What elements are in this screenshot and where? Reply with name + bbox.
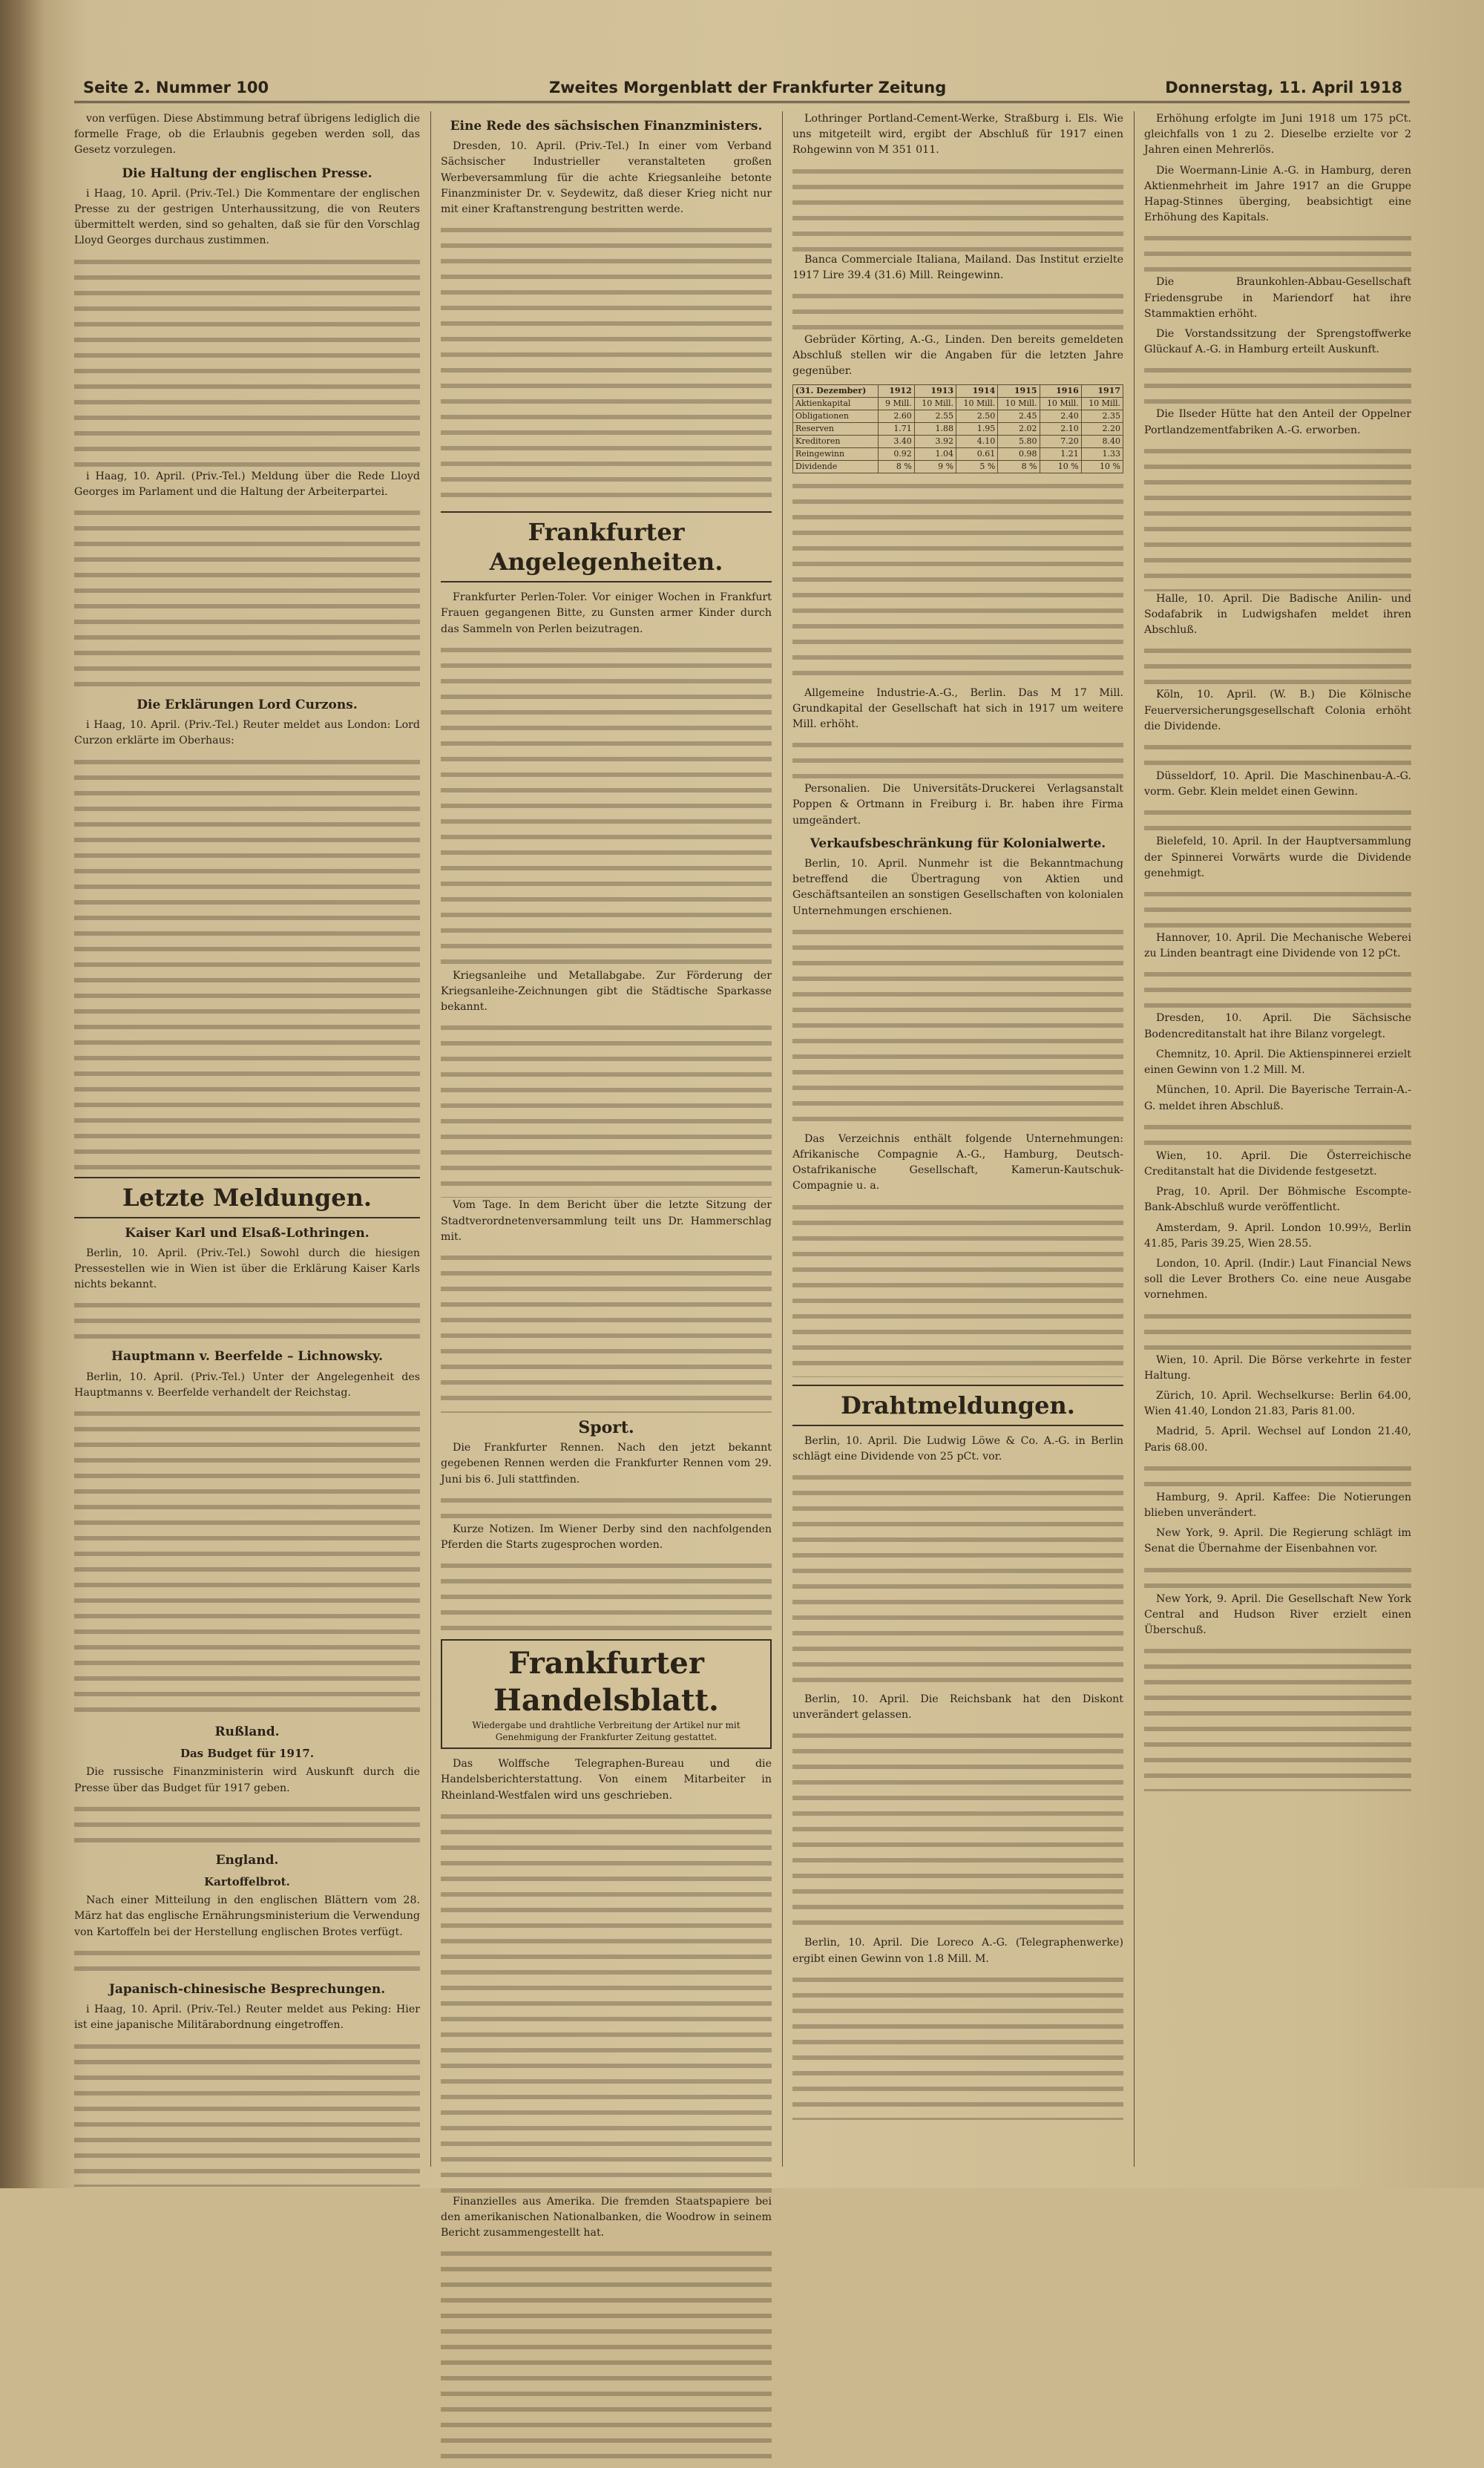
table-cell: 9 Mill. (879, 397, 914, 410)
table-row (793, 460, 1123, 473)
body-text-block (74, 1945, 420, 1975)
table-cell: 9 % (914, 460, 956, 473)
article-paragraph: New York, 9. April. Die Regierung schlägt im Senat die Übernahme der Eisenbahnen vor. (1144, 1527, 1411, 1555)
table-cell: 10 % (1081, 460, 1123, 473)
heading-kaiser-karl: Kaiser Karl und Elsaß-Lothringen. (125, 1225, 370, 1241)
column-rule (782, 111, 783, 2167)
table-cell: Obligationen (793, 410, 879, 422)
table-cell: 0.92 (879, 447, 914, 460)
column-4 (1144, 111, 1411, 2167)
body-text-block (74, 1405, 420, 1717)
article-paragraph: Kurze Notizen. Im Wiener Derby sind den nachfolgenden Pferden die Starts zugesprochen worden. (441, 1523, 772, 1552)
article-paragraph: Die Ilseder Hütte hat den Anteil der Oppelner Portlandzementfabriken A.-G. erworben. (1144, 408, 1411, 436)
body-text-block (74, 1297, 420, 1342)
article-paragraph: Berlin, 10. April. Die Loreco A.-G. (Telegraphenwerke) ergibt einen Gewinn von 1.8 Mill. M. (792, 1937, 1123, 1965)
article-paragraph: Das Wolffsche Telegraphen-Bureau und die Handelsberichterstattung. Von einem Mitarbeiter in Rheinland-Westfalen wird uns geschrieben. (441, 1758, 772, 1802)
table-cell: 8.40 (1081, 435, 1123, 447)
heading-wire-reports: Drahtmeldungen. (792, 1385, 1123, 1426)
table-cell: 2.35 (1081, 410, 1123, 422)
body-text-block (1144, 643, 1411, 687)
body-text-block (1144, 443, 1411, 591)
heading-english-press: Die Haltung der englischen Presse. (122, 165, 372, 181)
body-text-block (1144, 230, 1411, 275)
article-paragraph: Gebrüder Körting, A.-G., Linden. Den bereits gemeldeten Abschluß stellen wir die Angaben für die letzten Jahre gegenüber. (792, 334, 1123, 378)
table-cell: 0.98 (998, 447, 1040, 460)
article-paragraph: Köln, 10. April. (W. B.) Die Kölnische Feuerversicherungsgesellschaft Colonia erhöht die Dividende. (1144, 689, 1411, 732)
article-paragraph: Amsterdam, 9. April. London 10.99½, Berlin 41.85, Paris 39.25, Wien 28.55. (1144, 1221, 1411, 1250)
body-text-block (441, 642, 772, 968)
article-paragraph: Bielefeld, 10. April. In der Hauptversammlung der Spinnerei Vorwärts wurde die Dividende genehmigt. (1144, 836, 1411, 879)
heading-colonial-values: Verkaufsbeschränkung für Kolonialwerte. (810, 836, 1106, 851)
article-paragraph: Lothringer Portland-Cement-Werke, Straßburg i. Els. Wie uns mitgeteilt wird, ergibt der Abschluß für 1917 einen Rohgewinn von M 351 011. (792, 113, 1123, 157)
article-paragraph: Die Frankfurter Rennen. Nach den jetzt bekannt gegebenen Rennen werden die Frankfurter Rennen vom 29. Juni bis 6. Juli stattfinden. (441, 1442, 772, 1486)
article-paragraph: Dresden, 10. April. Die Sächsische Bodencreditanstalt hat ihre Bilanz vorgelegt. (1144, 1012, 1411, 1040)
article-paragraph: Berlin, 10. April. (Priv.-Tel.) Unter der Angelegenheit des Hauptmanns v. Beerfelde verhandelt der Reichstag. (74, 1371, 420, 1399)
article-paragraph: Halle, 10. April. Die Badische Anilin- und Sodafabrik in Ludwigshafen meldet ihren Abschluß. (1144, 592, 1411, 637)
table-cell: 4.10 (956, 435, 998, 447)
table-header-cell: 1917 (1081, 384, 1123, 397)
table-cell: 10 Mill. (1040, 397, 1081, 410)
article-paragraph: London, 10. April. (Indir.) Laut Financial News soll die Lever Brothers Co. eine neue Ausgabe vornehmen. (1144, 1257, 1411, 1302)
article-paragraph: i Haag, 10. April. (Priv.-Tel.) Meldung über die Rede Lloyd Georges im Parlament und die Haltung der Arbeiterpartei. (74, 470, 420, 498)
heading-russia: Rußland. (214, 1724, 280, 1740)
table-cell: 1.71 (879, 422, 914, 435)
body-text-block (441, 1492, 772, 1522)
body-text-block (1144, 1119, 1411, 1149)
body-text-block (792, 1727, 1123, 1935)
table-row (793, 435, 1123, 447)
table-cell: Reingewinn (793, 447, 879, 460)
table-cell: 1.95 (956, 422, 998, 435)
body-text-block (1144, 362, 1411, 407)
table-cell: 1.04 (914, 447, 956, 460)
table-cell: 2.60 (879, 410, 914, 422)
table-cell: 1.21 (1040, 447, 1081, 460)
body-text-block (792, 163, 1123, 252)
table-cell: Kreditoren (793, 435, 879, 447)
body-text-block (1144, 886, 1411, 931)
table-cell: 10 Mill. (956, 397, 998, 410)
table-row (793, 447, 1123, 460)
table-cell: 10 Mill. (1081, 397, 1123, 410)
table-header-cell: 1914 (956, 384, 998, 397)
body-text-block (74, 505, 420, 690)
body-text-block (74, 754, 420, 1169)
body-text-block (792, 1469, 1123, 1692)
table-header-cell: 1916 (1040, 384, 1081, 397)
body-text-block (441, 2245, 772, 2468)
article-paragraph: Vom Tage. In dem Bericht über die letzte Sitzung der Stadtverordnetenversammlung teilt uns Dr. Hammerschlag mit. (441, 1199, 772, 1243)
table-row (793, 410, 1123, 422)
article-paragraph: Die Woermann-Linie A.-G. in Hamburg, deren Aktienmehrheit im Jahre 1917 an die Gruppe Hapag-Stinnes überging, beabsichtigt eine Erhöhung des Kapitals. (1144, 164, 1411, 224)
body-text-block (792, 737, 1123, 781)
masthead (74, 74, 1410, 103)
body-text-block (441, 1020, 772, 1198)
table-cell: 7.20 (1040, 435, 1081, 447)
table-cell: 0.61 (956, 447, 998, 460)
page-number: Seite 2. Nummer 100 (83, 79, 269, 96)
body-text-block (74, 254, 420, 469)
body-text-block (1144, 1308, 1411, 1353)
table-cell: 3.92 (914, 435, 956, 447)
financial-table (792, 384, 1123, 473)
article-paragraph: Banca Commerciale Italiana, Mailand. Das Institut erzielte 1917 Lire 39.4 (31.6) Mill. Reingewinn. (792, 253, 1123, 281)
table-cell: 1.33 (1081, 447, 1123, 460)
heading-saxon-finance: Eine Rede des sächsischen Finanzministers. (450, 119, 763, 134)
heading-frankfurt-affairs: Frankfurter Angelegenheiten. (441, 511, 772, 582)
article-paragraph: Erhöhung erfolgte im Juni 1918 um 175 pCt. gleichfalls von 1 zu 2. Dieselbe erzielte vor 2 Jahren einen Mehrerlös. (1144, 113, 1411, 157)
heading-budget: Das Budget für 1917. (180, 1747, 315, 1761)
body-text-block (1144, 1460, 1411, 1490)
table-cell: 3.40 (879, 435, 914, 447)
column-2 (441, 111, 772, 2239)
article-paragraph: Finanzielles aus Amerika. Die fremden Staatspapiere bei den amerikanischen Nationalbanken, die Woodrow in seinem Bericht zusammengestellt hat. (441, 2195, 772, 2239)
article-paragraph: Nach einer Mitteilung in den englischen Blättern vom 28. März hat das englische Ernährungsministerium die Verwendung von Kartoffeln bei der Herstellung englischen Brotes verfügt. (74, 1894, 420, 1938)
table-cell: 10 % (1040, 460, 1081, 473)
article-paragraph: Hannover, 10. April. Die Mechanische Weberei zu Linden beantragt eine Dividende von 12 pCt. (1144, 932, 1411, 960)
body-text-block (792, 1972, 1123, 2120)
table-header-cell: 1912 (879, 384, 914, 397)
heading-beerfelde: Hauptmann v. Beerfelde – Lichnowsky. (111, 1349, 384, 1365)
body-text-block (1144, 966, 1411, 1011)
body-text-block (792, 288, 1123, 332)
table-cell: 2.40 (1040, 410, 1081, 422)
table-cell: 2.02 (998, 422, 1040, 435)
article-paragraph: i Haag, 10. April. (Priv.-Tel.) Die Kommentare der englischen Presse zu der gestrigen Unterhaussitzung, die von Reuters übermittelt werden, sind so gehalten, daß sie für den Vorschlag Lloyd Georges durchaus zustimmen. (74, 187, 420, 247)
article-paragraph: Düsseldorf, 10. April. Die Maschinenbau-A.-G. vorm. Gebr. Klein meldet einen Gewinn. (1144, 770, 1411, 798)
article-paragraph: Personalien. Die Universitäts-Druckerei Verlagsanstalt Poppen & Ortmann in Freiburg i. Br. haben ihre Firma umgeändert. (792, 783, 1123, 827)
intro-paragraph: von verfügen. Diese Abstimmung betraf übrigens lediglich die formelle Frage, ob die Erlaubnis gegeben werden soll, das Gesetz vorzulegen. (74, 113, 420, 157)
table-cell: 2.55 (914, 410, 956, 422)
article-paragraph: Berlin, 10. April. Die Ludwig Löwe & Co. A.-G. in Berlin schlägt eine Dividende von 25 pCt. vor. (792, 1434, 1123, 1463)
table-cell: 2.50 (956, 410, 998, 422)
article-paragraph: Chemnitz, 10. April. Die Aktienspinnerei erzielt einen Gewinn von 1.2 Mill. M. (1144, 1048, 1411, 1077)
body-text-block (1144, 1562, 1411, 1592)
table-cell: 10 Mill. (914, 397, 956, 410)
article-paragraph: Das Verzeichnis enthält folgende Unternehmungen: Afrikanische Compagnie A.-G., Hamburg, Deutsch-Ostafrikanische Gesellschaft, Kamerun-Kautschuk-Compagnie u. a. (792, 1132, 1123, 1192)
body-text-block (1144, 1643, 1411, 1791)
handelsblatt-box (441, 1639, 772, 1749)
table-cell: Dividende (793, 460, 879, 473)
article-paragraph: Prag, 10. April. Der Böhmische Escompte-Bank-Abschluß wurde veröffentlicht. (1144, 1186, 1411, 1214)
article-paragraph: i Haag, 10. April. (Priv.-Tel.) Reuter meldet aus Peking: Hier ist eine japanische Militärabordnung eingetroffen. (74, 2003, 420, 2032)
article-paragraph: Kriegsanleihe und Metallabgabe. Zur Förderung der Kriegsanleihe-Zeichnungen gibt die Städtische Sparkasse bekannt. (441, 969, 772, 1014)
table-cell: 8 % (998, 460, 1040, 473)
table-header-row (793, 384, 1123, 397)
table-cell: 2.45 (998, 410, 1040, 422)
article-paragraph: Zürich, 10. April. Wechselkurse: Berlin 64.00, Wien 41.40, London 21.83, Paris 81.00. (1144, 1389, 1411, 1418)
article-paragraph: Madrid, 5. April. Wechsel auf London 21.40, Paris 68.00. (1144, 1425, 1411, 1454)
handelsblatt-title: Frankfurter Handelsblatt. (493, 1646, 719, 1719)
body-text-block (74, 1801, 420, 1845)
article-paragraph: New York, 9. April. Die Gesellschaft New York Central and Hudson River erzielt einen Überschuß. (1144, 1592, 1411, 1636)
table-cell: Aktienkapital (793, 397, 879, 410)
body-text-block (441, 1558, 772, 1632)
body-text-block (1144, 739, 1411, 769)
body-text-block (792, 924, 1123, 1132)
table-header-cell: 1915 (998, 384, 1040, 397)
column-rule (430, 111, 431, 2167)
body-text-block (1144, 804, 1411, 834)
body-text-block (441, 222, 772, 504)
article-paragraph: Berlin, 10. April. Nunmehr ist die Bekanntmachung betreffend die Übertragung von Aktien und Geschäftsanteilen an sonstigen Gesellschaften von kolonialen Unternehmungen erschienen. (792, 858, 1123, 917)
article-paragraph: Allgemeine Industrie-A.-G., Berlin. Das M 17 Mill. Grundkapital der Gesellschaft hat sich in 1917 um weitere Mill. erhöht. (792, 686, 1123, 731)
table-cell: 1.88 (914, 422, 956, 435)
body-text-block (74, 2038, 420, 2187)
article-paragraph: Frankfurter Perlen-Toler. Vor einiger Wochen in Frankfurt Frauen gegangenen Bitte, zu Gunsten armer Kinder durch das Sammeln von Perlen beizutragen. (441, 591, 772, 635)
table-cell: 8 % (879, 460, 914, 473)
table-cell: Reserven (793, 422, 879, 435)
table-row (793, 422, 1123, 435)
article-paragraph: Berlin, 10. April. Die Reichsbank hat den Diskont unverändert gelassen. (792, 1693, 1123, 1722)
heading-sport: Sport. (578, 1418, 634, 1438)
article-paragraph: Hamburg, 9. April. Kaffee: Die Notierungen blieben unverändert. (1144, 1491, 1411, 1519)
body-text-block (441, 1808, 772, 2194)
heading-latest-news: Letzte Meldungen. (74, 1177, 420, 1218)
article-paragraph: Berlin, 10. April. (Priv.-Tel.) Sowohl durch die hiesigen Pressestellen wie in Wien ist über die Erklärung Kaiser Karls nichts bekannt. (74, 1247, 420, 1291)
article-paragraph: Die Braunkohlen-Abbau-Gesellschaft Friedensgrube in Mariendorf hat ihre Stammaktien erhöht. (1144, 276, 1411, 320)
article-paragraph: München, 10. April. Die Bayerische Terrain-A.-G. meldet ihren Abschluß. (1144, 1084, 1411, 1112)
newspaper-title: Zweites Morgenblatt der Frankfurter Zeitung (549, 79, 947, 96)
column-1 (74, 111, 420, 2167)
table-cell: 5 % (956, 460, 998, 473)
issue-date: Donnerstag, 11. April 1918 (1165, 79, 1402, 96)
table-cell: 5.80 (998, 435, 1040, 447)
table-cell: 10 Mill. (998, 397, 1040, 410)
article-paragraph: Die russische Finanzministerin wird Auskunft durch die Presse über das Budget für 1917 geben. (74, 1766, 420, 1794)
column-3 (792, 111, 1123, 2167)
column-rule (1134, 111, 1135, 2167)
body-text-block (792, 1199, 1123, 1377)
table-cell: 2.20 (1081, 422, 1123, 435)
table-row (793, 397, 1123, 410)
article-paragraph: Die Vorstandssitzung der Sprengstoffwerke Glückauf A.-G. in Hamburg erteilt Auskunft. (1144, 328, 1411, 356)
table-cell: 2.10 (1040, 422, 1081, 435)
heading-england: England. (215, 1852, 279, 1868)
article-paragraph: Wien, 10. April. Die Österreichische Creditanstalt hat die Dividende festgesetzt. (1144, 1149, 1411, 1178)
handelsblatt-notice: Wiedergabe und drahtliche Verbreitung der Artikel nur mit Genehmigung der Frankfurter Zeitung gestattet. (472, 1720, 741, 1743)
article-paragraph: Dresden, 10. April. (Priv.-Tel.) In einer vom Verband Sächsischer Industrieller veranstalteten großen Werbeversammlung für die achte Kriegsanleihe betonte Finanzminister Dr. v. Seydewitz, daß dieser Krieg nicht nur mit einer Kraftanstrengung bestritten werde. (441, 140, 772, 216)
body-text-block (792, 478, 1123, 686)
article-paragraph: Wien, 10. April. Die Börse verkehrte in fester Haltung. (1144, 1353, 1411, 1382)
heading-japan-china: Japanisch-chinesische Besprechungen. (108, 1981, 386, 1997)
heading-potato-bread: Kartoffelbrot. (204, 1875, 290, 1889)
body-text-block (441, 1250, 772, 1413)
table-header-cell: 1913 (914, 384, 956, 397)
article-paragraph: i Haag, 10. April. (Priv.-Tel.) Reuter meldet aus London: Lord Curzon erklärte im Oberhaus: (74, 719, 420, 747)
heading-curzon: Die Erklärungen Lord Curzons. (137, 698, 358, 713)
table-header-cell: (31. Dezember) (793, 384, 879, 397)
